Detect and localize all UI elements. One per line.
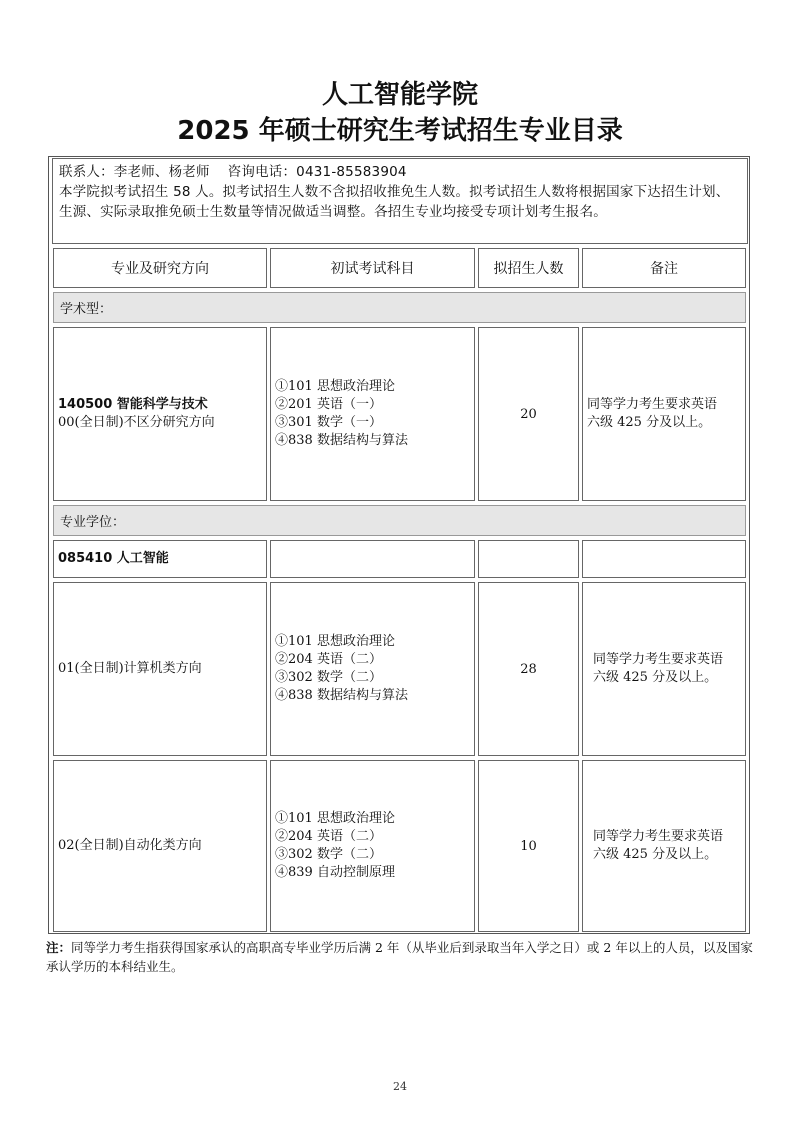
page-title: 人工智能学院 bbox=[321, 80, 478, 110]
subject-item: ②201 英语（一） bbox=[275, 397, 382, 412]
header-subjects: 初试考试科目 bbox=[270, 248, 475, 288]
remark-line: 六级 425 分及以上。 bbox=[593, 670, 718, 685]
subject-item: ③301 数学（一） bbox=[275, 415, 382, 430]
subject-item: ②204 英语（二） bbox=[275, 829, 382, 844]
footnote bbox=[46, 938, 756, 976]
empty-cell bbox=[270, 540, 475, 578]
empty-cell bbox=[582, 540, 746, 578]
page-subtitle: 2025 年硕士研究生考试招生专业目录 bbox=[177, 116, 623, 146]
enrollment-description: 本学院拟考试招生 58 人。拟考试招生人数不含拟招收推免生人数。拟考试招生人数将根据国家下达招生计划、生源、实际录取推免硕士生数量等情况做适当调整。各招生专业均接受专项计划考生报名。 bbox=[59, 184, 730, 220]
subject-item: ①101 思想政治理论 bbox=[275, 379, 395, 394]
remark-line: 同等学力考生要求英语 bbox=[587, 397, 718, 412]
enrollment-count: 20 bbox=[478, 327, 579, 501]
empty-cell bbox=[478, 540, 579, 578]
table-row-major bbox=[53, 327, 267, 501]
major-code-name: 140500 智能科学与技术 bbox=[58, 397, 208, 412]
contact-line: 联系人：李老师、杨老师 咨询电话：0431-85583904 bbox=[59, 164, 407, 180]
subject-item: ①101 思想政治理论 bbox=[275, 634, 395, 649]
exam-subjects bbox=[270, 760, 475, 932]
major-code-name: 085410 人工智能 bbox=[53, 540, 267, 578]
header-major: 专业及研究方向 bbox=[53, 248, 267, 288]
header-remarks: 备注 bbox=[582, 248, 746, 288]
enrollment-count: 28 bbox=[478, 582, 579, 756]
subject-item: ④839 自动控制原理 bbox=[275, 865, 395, 880]
subject-item: ②204 英语（二） bbox=[275, 652, 382, 667]
subject-item: ④838 数据结构与算法 bbox=[275, 433, 408, 448]
research-direction: 02(全日制)自动化类方向 bbox=[53, 760, 267, 932]
subject-item: ③302 数学（二） bbox=[275, 847, 382, 862]
remark-line: 同等学力考生要求英语 bbox=[593, 652, 724, 667]
remarks bbox=[582, 582, 746, 756]
subject-item: ④838 数据结构与算法 bbox=[275, 688, 408, 703]
remark-line: 六级 425 分及以上。 bbox=[587, 415, 712, 430]
remarks bbox=[582, 760, 746, 932]
enrollment-count: 10 bbox=[478, 760, 579, 932]
exam-subjects bbox=[270, 327, 475, 501]
subject-item: ①101 思想政治理论 bbox=[275, 811, 395, 826]
remark-line: 六级 425 分及以上。 bbox=[593, 847, 718, 862]
remarks bbox=[582, 327, 746, 501]
footnote-text: 同等学力考生指获得国家承认的高职高专毕业学历后满 2 年（从毕业后到录取当年入学之日）或 2 年以上的人员，以及国家承认学历的本科结业生。 bbox=[46, 940, 753, 974]
research-direction: 01(全日制)计算机类方向 bbox=[53, 582, 267, 756]
remark-line: 同等学力考生要求英语 bbox=[593, 829, 724, 844]
header-count: 拟招生人数 bbox=[478, 248, 579, 288]
footnote-label: 注： bbox=[46, 940, 72, 955]
subject-item: ③302 数学（二） bbox=[275, 670, 382, 685]
section-professional: 专业学位： bbox=[53, 505, 746, 536]
section-academic: 学术型： bbox=[53, 292, 746, 323]
research-direction: 00(全日制)不区分研究方向 bbox=[58, 415, 215, 430]
exam-subjects bbox=[270, 582, 475, 756]
page-number: 24 bbox=[393, 1080, 407, 1093]
info-block bbox=[52, 158, 748, 244]
